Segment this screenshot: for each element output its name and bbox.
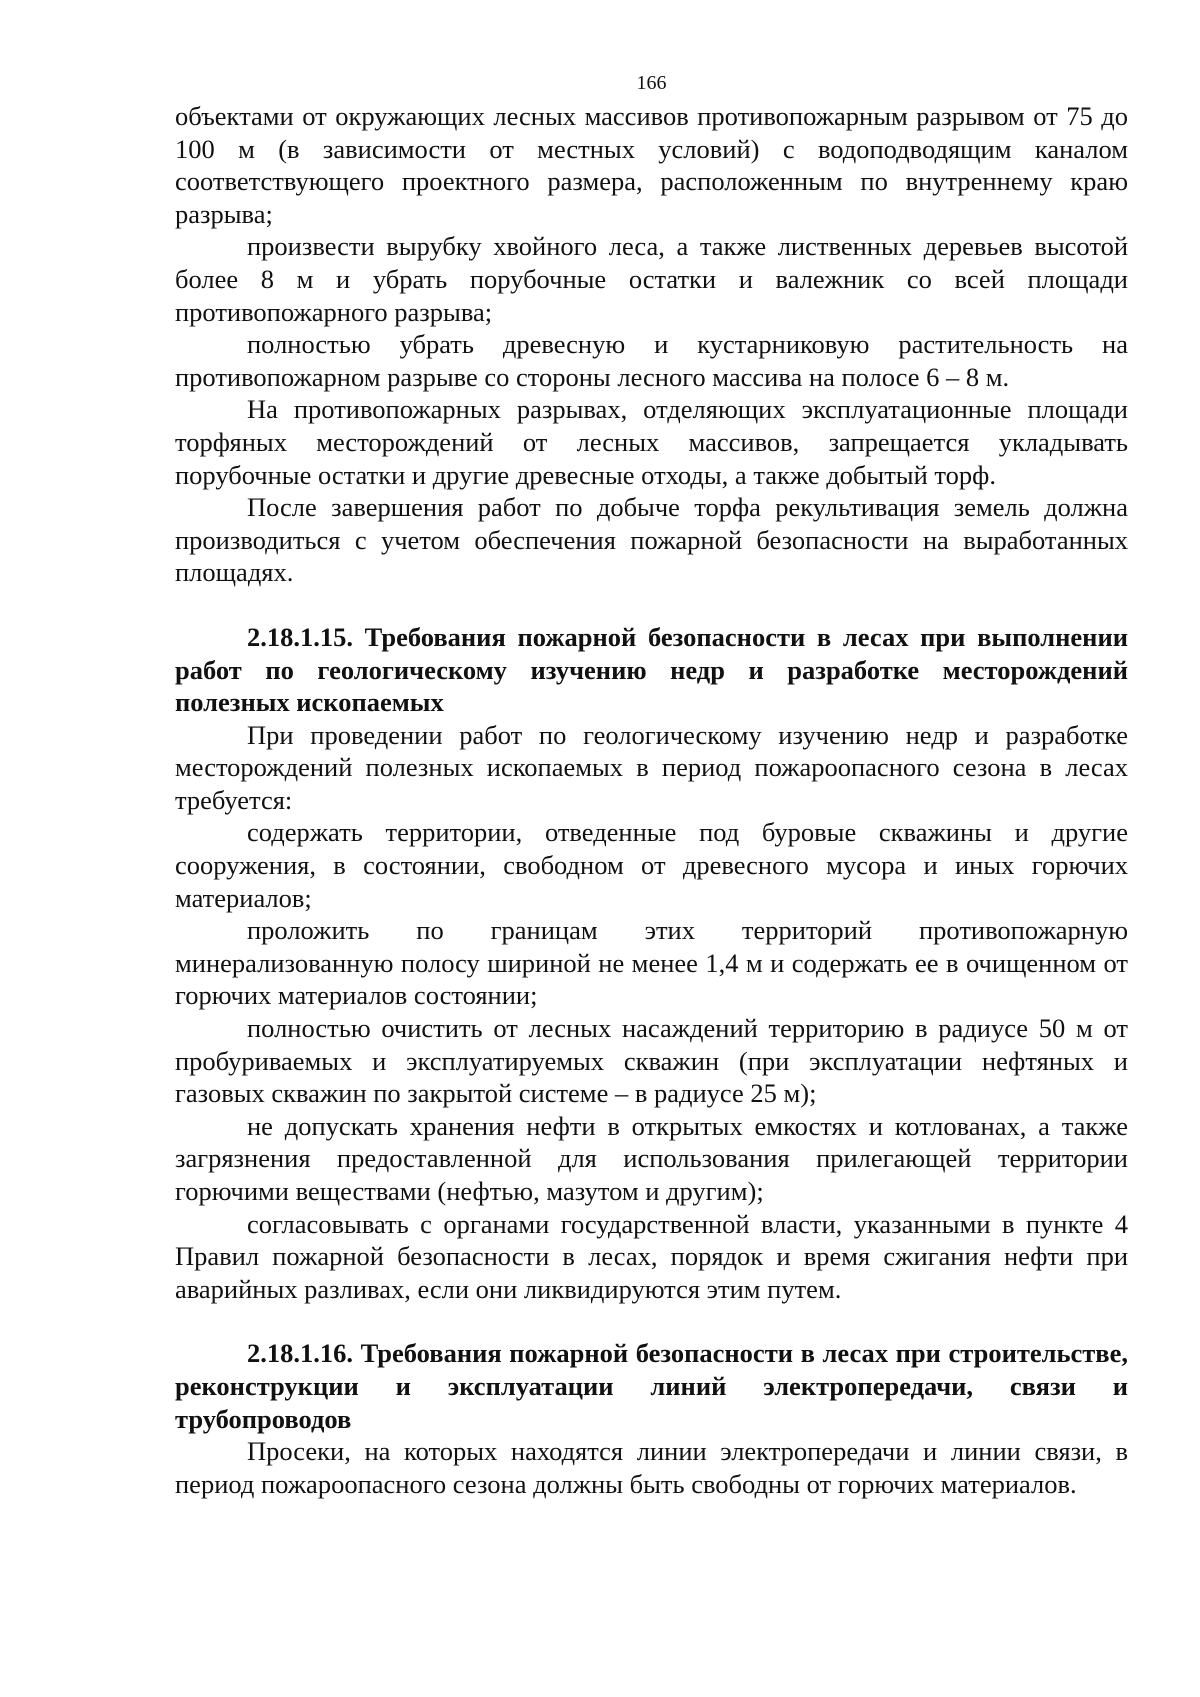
paragraph: содержать территории, отведенные под буровые скважины и другие сооружения, в состоянии, свободном от древесного мусора и иных горючих материалов; bbox=[175, 817, 1128, 913]
paragraph: полностью очистить от лесных насаждений территорию в радиусе 50 м от пробуриваемых и эксплуатируемых скважин (при эксплуатации нефтяных и газовых скважин по закрытой системе – в радиусе 25 м); bbox=[175, 1013, 1128, 1109]
paragraph: После завершения работ по добыче торфа рекультивация земель должна производиться с учетом обеспечения пожарной безопасности на выработанных площадях. bbox=[175, 492, 1128, 588]
paragraph: произвести вырубку хвойного леса, а также лиственных деревьев высотой более 8 м и убрать порубочные остатки и валежник со всей площади противопожарного разрыва; bbox=[175, 231, 1128, 327]
paragraph: При проведении работ по геологическому изучению недр и разработке месторождений полезных ископаемых в период пожароопасного сезона в лесах требуется: bbox=[175, 719, 1128, 815]
paragraph: согласовывать с органами государственной власти, указанными в пункте 4 Правил пожарной безопасности в лесах, порядок и время сжигания нефти при аварийных разливах, если они ликвидируются этим путем. bbox=[175, 1208, 1128, 1304]
paragraph: не допускать хранения нефти в открытых емкостях и котлованах, а также загрязнения предоставленной для использования прилегающей территории горючими веществами (нефтью, мазутом и другим); bbox=[175, 1110, 1128, 1206]
paragraph: объектами от окружающих лесных массивов противопожарным разрывом от 75 до 100 м (в зависимости от местных условий) с водоподводящим каналом соответствующего проектного размера, расположенным по внутреннему краю разрыва; bbox=[175, 101, 1128, 229]
paragraph: проложить по границам этих территорий противопожарную минерализованную полосу шириной не менее 1,4 м и содержать ее в очищенном от горючих материалов состоянии; bbox=[175, 915, 1128, 1011]
page-number: 166 bbox=[636, 72, 667, 94]
paragraph: Просеки, на которых находятся линии электропередачи и линии связи, в период пожароопасного сезона должны быть свободны от горючих материалов. bbox=[175, 1436, 1128, 1499]
section-heading-2-18-1-16: 2.18.1.16. Требования пожарной безопасности в лесах при строительстве, реконструкции и эксплуатации линий электропередачи, связи и трубопроводов bbox=[175, 1338, 1128, 1434]
section-spacer bbox=[175, 1305, 1128, 1337]
section-spacer bbox=[175, 589, 1128, 621]
paragraph: полностью убрать древесную и кустарниковую растительность на противопожарном разрыве со стороны лесного массива на полосе 6 – 8 м. bbox=[175, 329, 1128, 392]
paragraph: На противопожарных разрывах, отделяющих эксплуатационные площади торфяных месторождений от лесных массивов, запрещается укладывать порубочные остатки и другие древесные отходы, а также добытый торф. bbox=[175, 394, 1128, 490]
document-page bbox=[175, 70, 1128, 1500]
section-heading-2-18-1-15: 2.18.1.15. Требования пожарной безопасности в лесах при выполнении работ по геологическому изучению недр и разработке месторождений полезных ископаемых bbox=[175, 621, 1128, 718]
